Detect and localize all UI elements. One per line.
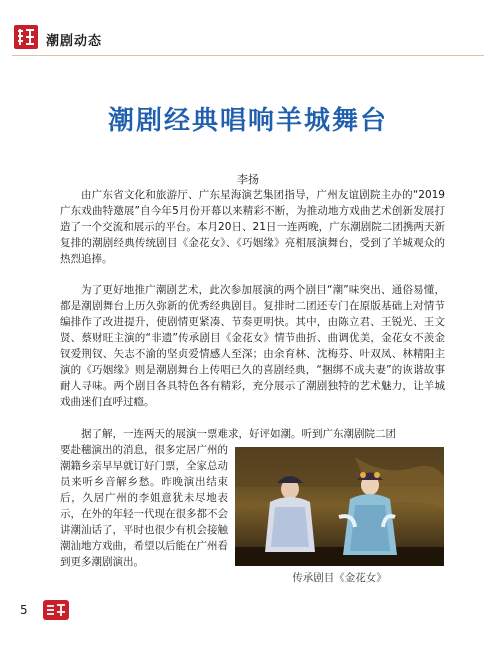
chao-opera-footer-logo-icon <box>43 600 69 620</box>
opera-stage-photo-icon <box>235 447 444 566</box>
article-title: 潮剧经典唱响羊城舞台 <box>107 106 388 136</box>
section-title: 潮剧动态 <box>46 34 103 49</box>
paragraph-2: 为了更好地推广潮剧艺术，此次参加展演的两个剧目“潮”味突出、通俗易懂，都是潮剧舞台上历久弥新的优秀经典剧目。复排时二团还专门在原版基础上对情节编排作了改进提升，使剧情更紧凑、节奏更明快。其中，由陈立君、王锐光、王文贤、蔡财旺主演的“非遗”传承剧目《金花女》情节曲折、曲调优美，金花女不羡金钗爱荆钗、矢志不渝的坚贞爱情感人至深；由余育林、沈梅芬、叶双凤、林精阳主演的《巧姻缘》则是潮剧舞台上传唱已久的喜剧经典，“捆绑不成夫妻”的诙谐故事耐人寻味。两个剧目各具特色各有精彩，充分展示了潮剧独特的艺术魅力，让羊城戏曲迷们直呼过瘾。 <box>60 284 445 408</box>
paragraph-1: 由广东省文化和旅游厅、广东星海演艺集团指导，广州友谊剧院主办的“2019广东戏曲特邀展”自今年5月份开幕以来精彩不断，为推动地方戏曲艺术创新发展打造了一个交流和展示的平台。本月20日、21日一连两晚，广东潮剧院二团携两天新复排的潮剧经典传统剧目《金花女》、《巧姻缘》亮相展演舞台，受到了羊城观众的热烈追捧。 <box>60 189 445 265</box>
header-divider <box>12 55 484 56</box>
chao-opera-logo-icon <box>14 25 38 49</box>
page-number: 5 <box>20 603 28 617</box>
paragraph-3: 据了解，一连两天的展演一票难求，好评如潮。听到广东潮剧院二团 <box>81 428 396 440</box>
article-author: 李扬 <box>237 173 259 186</box>
photo-caption: 传承剧目《金花女》 <box>292 572 387 584</box>
paragraph-4: 要赴穗演出的消息，很多定居广州的潮籍乡亲早早就订好门票，全家总动员来听乡音解乡愁。昨晚演出结束后，久居广州的李姐意犹未尽地表示，在外的年轻一代现在很多都不会讲潮汕话了，平时也很少有机会接触潮汕地方戏曲，希望以后能在广州看到更多潮剧演出。 <box>60 444 228 568</box>
